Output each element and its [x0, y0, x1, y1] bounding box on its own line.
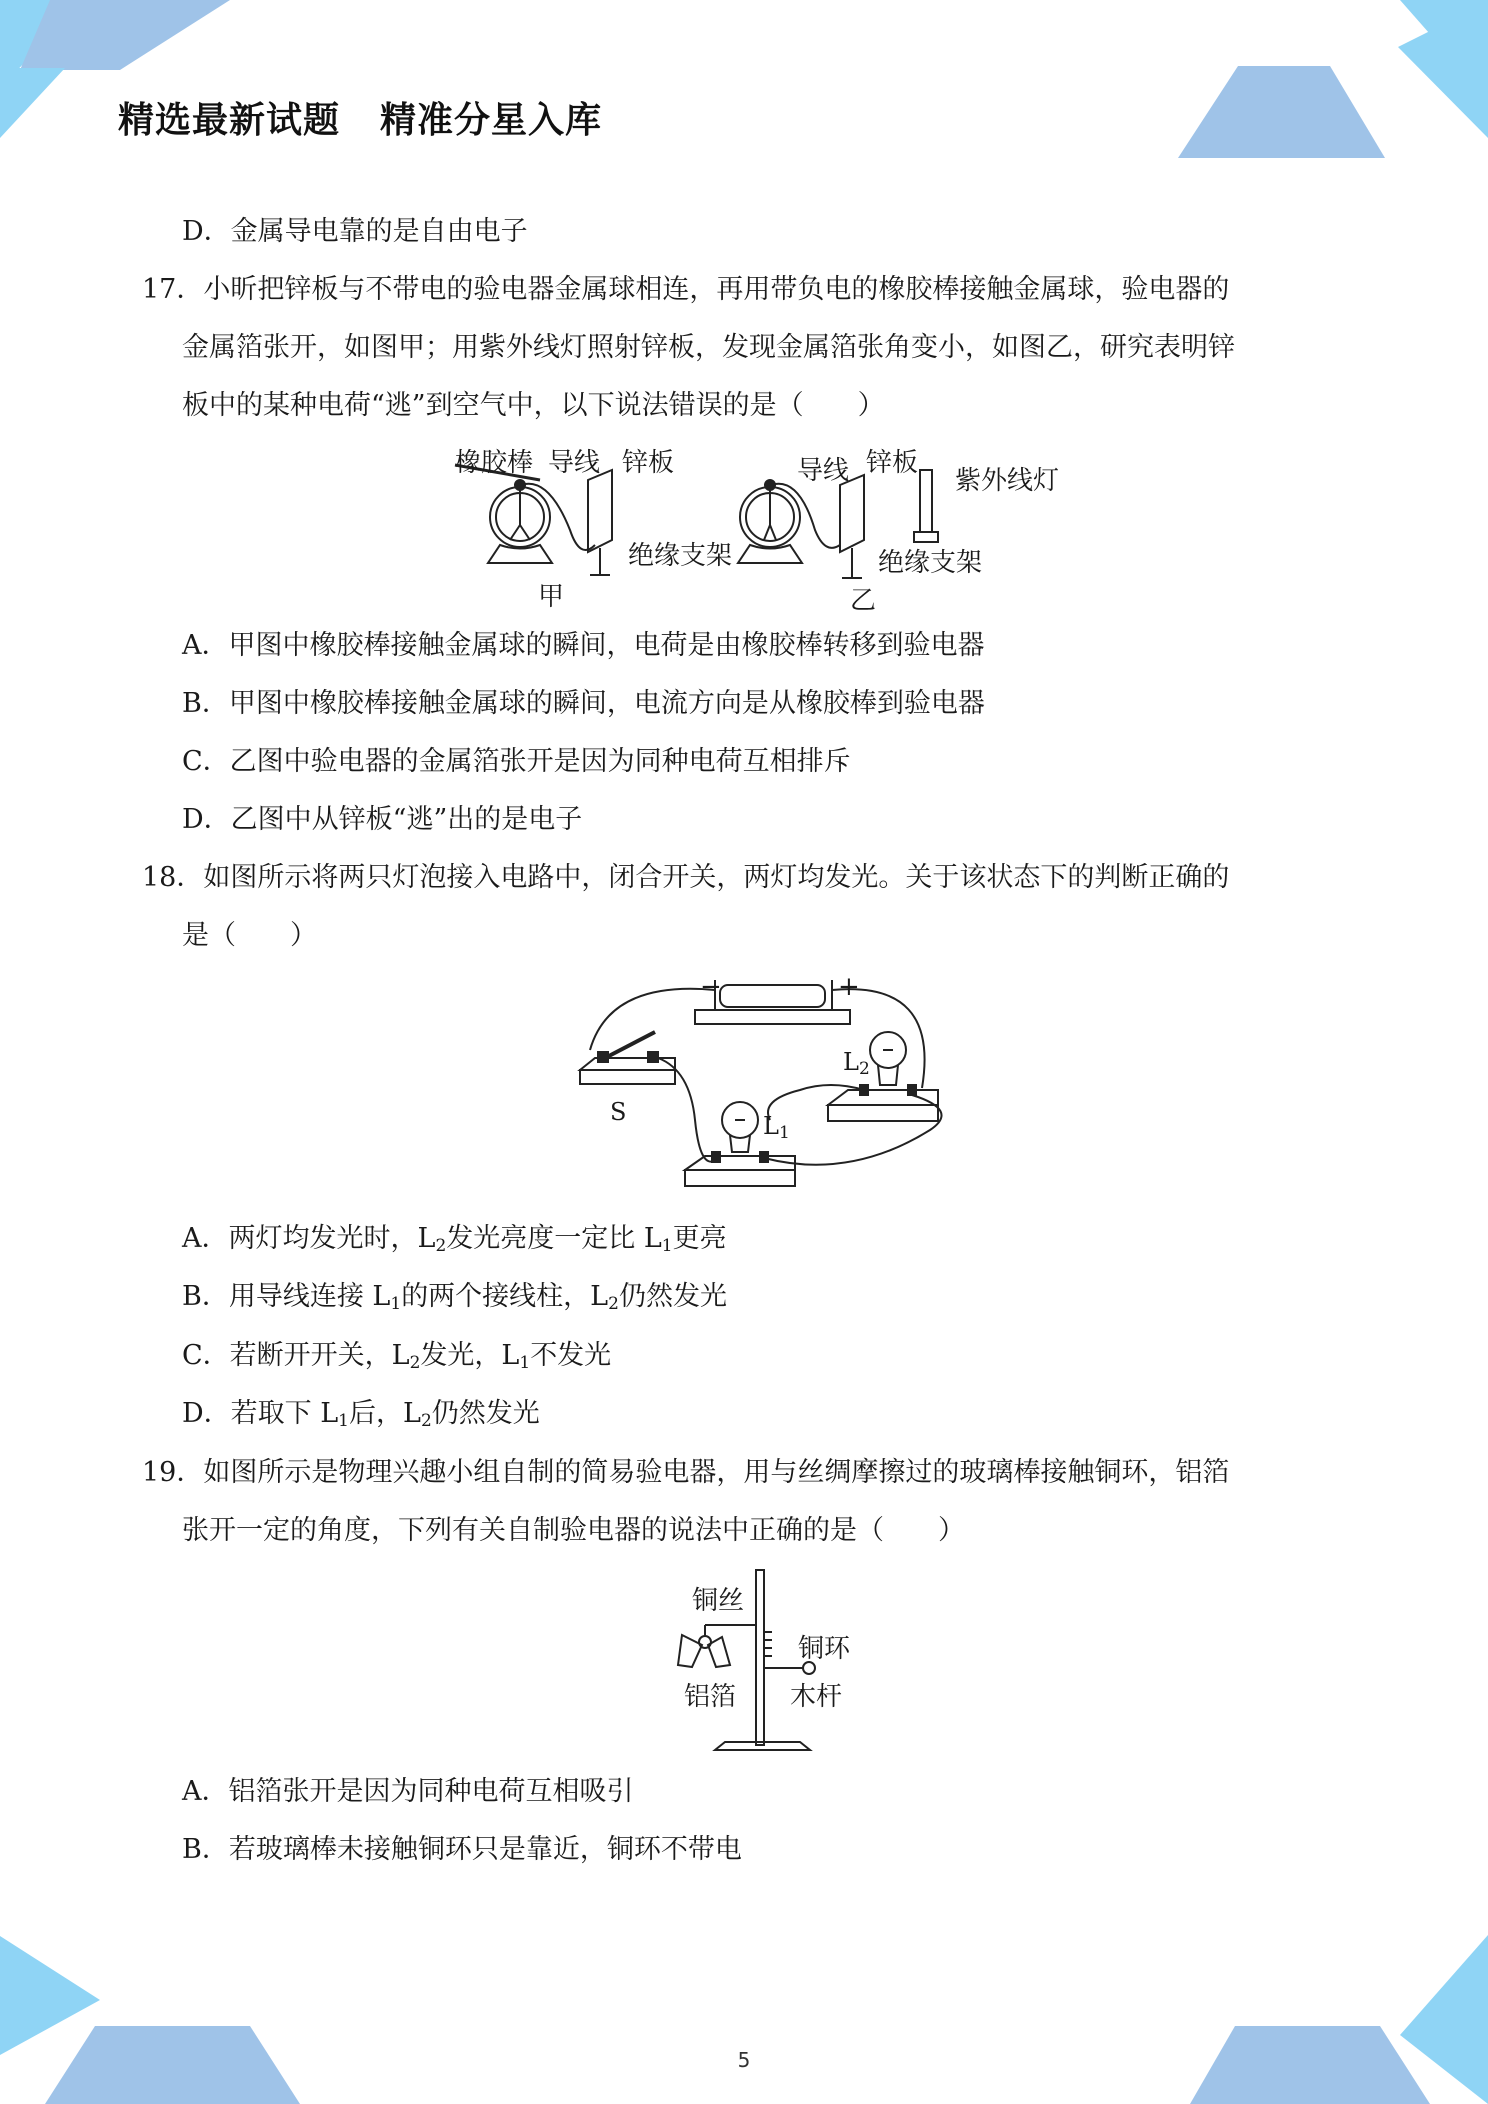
q18-option-b-sub1: 1 [390, 1294, 402, 1314]
q18-option-a [182, 1219, 727, 1259]
q17-fig-label-stand-b: 绝缘支架 [878, 548, 983, 578]
q17-option-c: C．乙图中验电器的金属箔张开是因为同种电荷互相排斥 [182, 746, 851, 777]
q18-fig-l1-letter: L [763, 1112, 779, 1140]
q19-fig-label-copper-ring: 铜环 [798, 1634, 851, 1664]
q18-fig-plus: + [838, 972, 860, 1002]
q18-number: 18． [142, 862, 204, 893]
q18-option-b [182, 1277, 727, 1317]
q18-option-c-part2: 发光，L [420, 1340, 520, 1371]
q17-fig-label-wire-a: 导线 [548, 448, 601, 478]
q18-fig-switch-label: S [610, 1098, 627, 1126]
page-number: 5 [737, 2048, 751, 2072]
q17-fig-label-zinc-a: 锌板 [622, 448, 675, 478]
q19-fig-label-wood-rod: 木杆 [790, 1682, 843, 1712]
q18-option-c [182, 1336, 611, 1376]
q18-option-c-part1: C．若断开开关，L [182, 1340, 410, 1371]
q18-option-d-sub1: 1 [338, 1411, 349, 1431]
q19-stem-1: 如图所示是物理兴趣小组自制的简易验电器，用与丝绸摩擦过的玻璃棒接触铜环，铝箔 [203, 1457, 1230, 1488]
q17-stem-1: 小昕把锌板与不带电的验电器金属球相连，再用带负电的橡胶棒接触金属球，验电器的 [203, 274, 1230, 305]
q18-option-c-sub2: 1 [519, 1353, 531, 1373]
q18-fig-l2-label [843, 1048, 870, 1079]
q17-stem-line-1 [142, 270, 1229, 310]
q18-option-b-part1: B．用导线连接 L [182, 1281, 391, 1312]
q19-stem-2: 张开一定的角度，下列有关自制验电器的说法中正确的是（ ） [182, 1515, 965, 1546]
q18-option-b-sub2: 2 [608, 1294, 619, 1314]
header-title-a: 精选最新试题 [118, 100, 341, 141]
q18-option-d-part1: D．若取下 L [182, 1398, 339, 1429]
q18-fig-l1-sub: 1 [778, 1123, 790, 1143]
q18-option-d-sub2: 2 [420, 1411, 432, 1431]
q18-fig-minus: − [700, 972, 722, 1002]
q18-option-a-sub1: 2 [435, 1236, 447, 1256]
q18-stem-1: 如图所示将两只灯泡接入电路中，闭合开关，两灯均发光。关于该状态下的判断正确的 [203, 862, 1230, 893]
q17-number: 17． [142, 274, 204, 305]
q19-option-b: B．若玻璃棒未接触铜环只是靠近，铜环不带电 [182, 1834, 742, 1865]
q17-option-a: A．甲图中橡胶棒接触金属球的瞬间，电荷是由橡胶棒转移到验电器 [182, 630, 985, 661]
q18-option-d-part3: 仍然发光 [431, 1398, 540, 1429]
q18-option-a-part3: 更亮 [672, 1223, 727, 1254]
q19-option-a: A．铝箔张开是因为同种电荷互相吸引 [182, 1776, 634, 1807]
q17-fig-caption-a: 甲 [538, 582, 565, 612]
q18-option-b-part2: 的两个接线柱，L [401, 1281, 609, 1312]
q19-fig-label-copper-wire: 铜丝 [692, 1586, 745, 1616]
q18-option-c-part3: 不发光 [530, 1340, 612, 1371]
q18-stem-2: 是（ ） [182, 920, 317, 951]
q19-fig-label-foil: 铝箔 [684, 1682, 737, 1712]
q17-option-b: B．甲图中橡胶棒接触金属球的瞬间，电流方向是从橡胶棒到验电器 [182, 688, 985, 719]
header-title [118, 92, 602, 143]
q18-option-a-part2: 发光亮度一定比 L [446, 1223, 662, 1254]
q18-option-a-part1: A．两灯均发光时，L [182, 1223, 436, 1254]
q17-stem-3: 板中的某种电荷“逃”到空气中，以下说法错误的是（ ） [182, 390, 885, 421]
q18-fig-l2-sub: 2 [858, 1059, 870, 1079]
q17-fig-label-stand-a: 绝缘支架 [628, 541, 733, 571]
q17-fig-label-zinc-b: 锌板 [866, 448, 919, 478]
q18-option-c-sub1: 2 [409, 1353, 421, 1373]
q19-stem-line-1 [142, 1453, 1229, 1493]
q18-option-d [182, 1394, 540, 1434]
header-title-b: 精准分星入库 [380, 100, 603, 141]
q17-fig-label-uv-lamp: 紫外线灯 [955, 466, 1060, 496]
q18-option-d-part2: 后，L [349, 1398, 421, 1429]
q19-number: 19． [142, 1457, 204, 1488]
q18-fig-l1-label [763, 1112, 790, 1143]
q17-stem-2: 金属箔张开，如图甲；用紫外线灯照射锌板，发现金属箔张角变小，如图乙，研究表明锌 [182, 332, 1235, 363]
q17-fig-label-wire-b: 导线 [797, 456, 850, 486]
q17-option-d: D．乙图中从锌板“逃”出的是电子 [182, 804, 583, 835]
q17-fig-caption-b: 乙 [850, 586, 877, 616]
q18-circuit-figure [570, 970, 960, 1205]
q16-option-d: D．金属导电靠的是自由电子 [182, 216, 528, 247]
q17-fig-label-rubber-rod: 橡胶棒 [455, 448, 534, 478]
q18-option-b-part3: 仍然发光 [618, 1281, 727, 1312]
q18-stem-line-1 [142, 858, 1229, 898]
q18-fig-l2-letter: L [843, 1048, 859, 1076]
q18-option-a-sub2: 1 [661, 1236, 673, 1256]
